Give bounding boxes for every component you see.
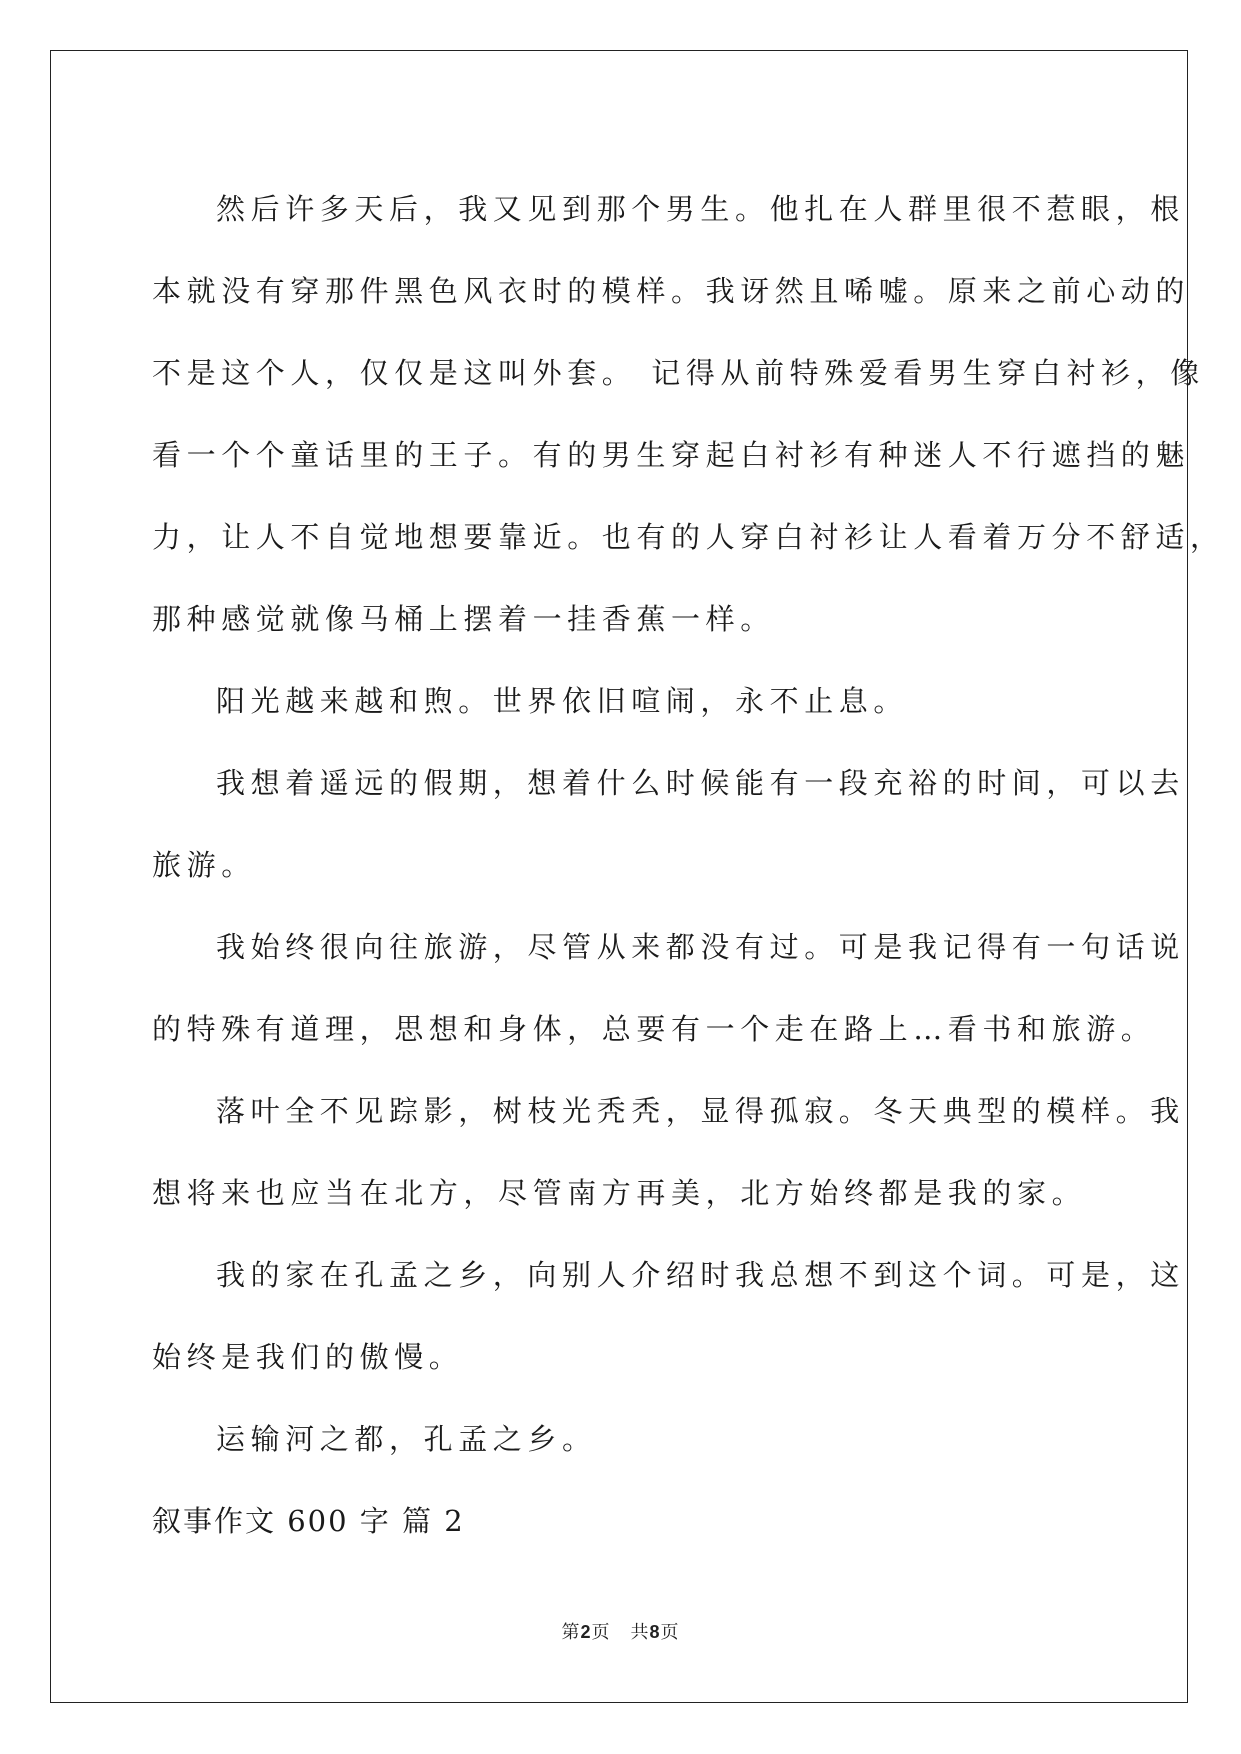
text-line: 旅游。 <box>152 848 256 882</box>
footer-total-suffix: 页 <box>660 1622 680 1643</box>
page-footer <box>0 1618 1241 1644</box>
footer-page-number: 2 <box>580 1622 592 1642</box>
text-line: 运输河之都，孔孟之乡。 <box>216 1422 597 1456</box>
text-line: 阳光越来越和煦。世界依旧喧闹，永不止息。 <box>216 684 909 718</box>
text-line: 想将来也应当在北方，尽管南方再美，北方始终都是我的家。 <box>152 1176 1087 1210</box>
text-line: 落叶全不见踪影，树枝光秃秃，显得孤寂。冬天典型的模样。我 <box>216 1094 1185 1128</box>
text-line: 我的家在孔孟之乡，向别人介绍时我总想不到这个词。可是，这 <box>216 1258 1185 1292</box>
text-line: 看一个个童话里的王子。有的男生穿起白衬衫有种迷人不行遮挡的魅 <box>152 438 1191 472</box>
text-line: 的特殊有道理，思想和身体，总要有一个走在路上…看书和旅游。 <box>152 1012 1156 1046</box>
text-line: 力，让人不自觉地想要靠近。也有的人穿白衬衫让人看着万分不舒适， <box>152 520 1225 554</box>
text-line: 始终是我们的傲慢。 <box>152 1340 464 1374</box>
footer-page-suffix: 页 <box>591 1622 611 1643</box>
footer-total-number: 8 <box>649 1622 661 1642</box>
footer-page-prefix: 第 <box>561 1622 581 1643</box>
text-line: 然后许多天后，我又见到那个男生。他扎在人群里很不惹眼，根 <box>216 192 1185 226</box>
section-heading: 叙事作文 600 字 篇 2 <box>152 1504 465 1538</box>
text-line: 我想着遥远的假期，想着什么时候能有一段充裕的时间，可以去 <box>216 766 1185 800</box>
text-line: 不是这个人，仅仅是这叫外套。 记得从前特殊爱看男生穿白衬衫，像 <box>152 356 1205 390</box>
footer-total-prefix: 共 <box>630 1622 650 1643</box>
text-line: 那种感觉就像马桶上摆着一挂香蕉一样。 <box>152 602 775 636</box>
text-line: 我始终很向往旅游，尽管从来都没有过。可是我记得有一句话说 <box>216 930 1185 964</box>
document-body <box>152 168 1225 1562</box>
text-line: 本就没有穿那件黑色风衣时的模样。我讶然且唏嘘。原来之前心动的 <box>152 274 1191 308</box>
